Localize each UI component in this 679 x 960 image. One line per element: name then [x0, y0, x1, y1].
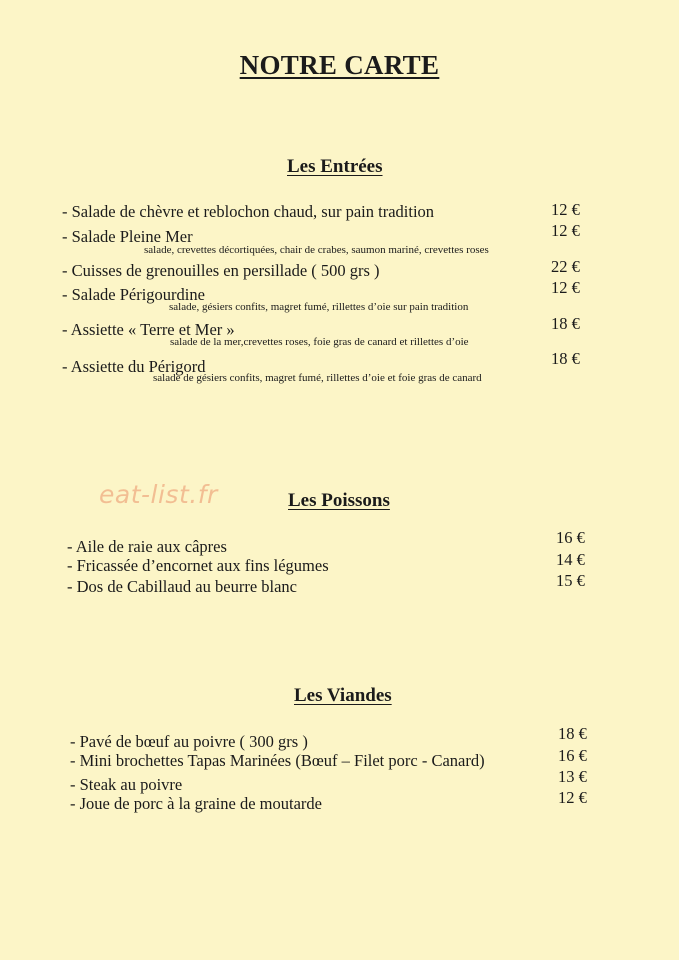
menu-item-price: 16 € [558, 746, 587, 765]
menu-item-name: - Assiette « Terre et Mer » [62, 320, 235, 339]
menu-item-price: 12 € [551, 221, 580, 240]
menu-item-name: - Salade de chèvre et reblochon chaud, sur pain tradition [62, 202, 435, 221]
menu-item-name: - Aile de raie aux câpres [67, 537, 227, 556]
menu-item-name: - Assiette du Périgord [62, 357, 206, 376]
menu-item-description: salade de gésiers confits, magret fumé, rillettes d’oie et foie gras de canard [153, 372, 482, 384]
section-heading-viandes: Les Viandes [294, 685, 392, 706]
menu-item-price: 18 € [558, 724, 587, 743]
menu-item-price: 14 € [556, 550, 585, 569]
menu-item-name: - Mini brochettes Tapas Marinées (Bœuf – Filet porc - Canard) [70, 751, 485, 770]
menu-item-price: 12 € [551, 278, 580, 297]
menu-item-price: 16 € [556, 528, 585, 547]
menu-item-price: 12 € [558, 788, 587, 807]
menu-item-price: 18 € [551, 349, 580, 368]
menu-item-name: - Cuisses de grenouilles en persillade ( 500 grs ) [62, 261, 380, 280]
menu-item-price: 22 € [551, 257, 580, 276]
page-title: NOTRE CARTE [239, 50, 440, 80]
menu-item-name: - Joue de porc à la graine de moutarde [70, 794, 322, 813]
menu-item-name: - Salade Pleine Mer [62, 227, 193, 246]
menu-item-description: salade, crevettes décortiquées, chair de crabes, saumon mariné, crevettes roses [144, 244, 489, 256]
section-heading-poissons: Les Poissons [288, 490, 390, 511]
menu-item-price: 13 € [558, 767, 587, 786]
menu-item-name: - Dos de Cabillaud au beurre blanc [67, 577, 298, 596]
menu-item-name: - Steak au poivre [70, 775, 183, 794]
menu-item-name: - Salade Périgourdine [62, 285, 205, 304]
watermark-logo: eat-list.fr [99, 480, 218, 509]
menu-item-price: 12 € [551, 200, 580, 219]
menu-item-description: salade, gésiers confits, magret fumé, rillettes d’oie sur pain tradition [169, 301, 469, 313]
section-heading-entrees: Les Entrées [287, 156, 383, 177]
menu-item-name: - Pavé de bœuf au poivre ( 300 grs ) [70, 732, 308, 751]
menu-item-price: 18 € [551, 314, 580, 333]
menu-item-price: 15 € [556, 571, 585, 590]
menu-item-description: salade de la mer,crevettes roses, foie gras de canard et rillettes d’oie [170, 336, 469, 348]
menu-item-name: - Fricassée d’encornet aux fins légumes [67, 556, 329, 575]
